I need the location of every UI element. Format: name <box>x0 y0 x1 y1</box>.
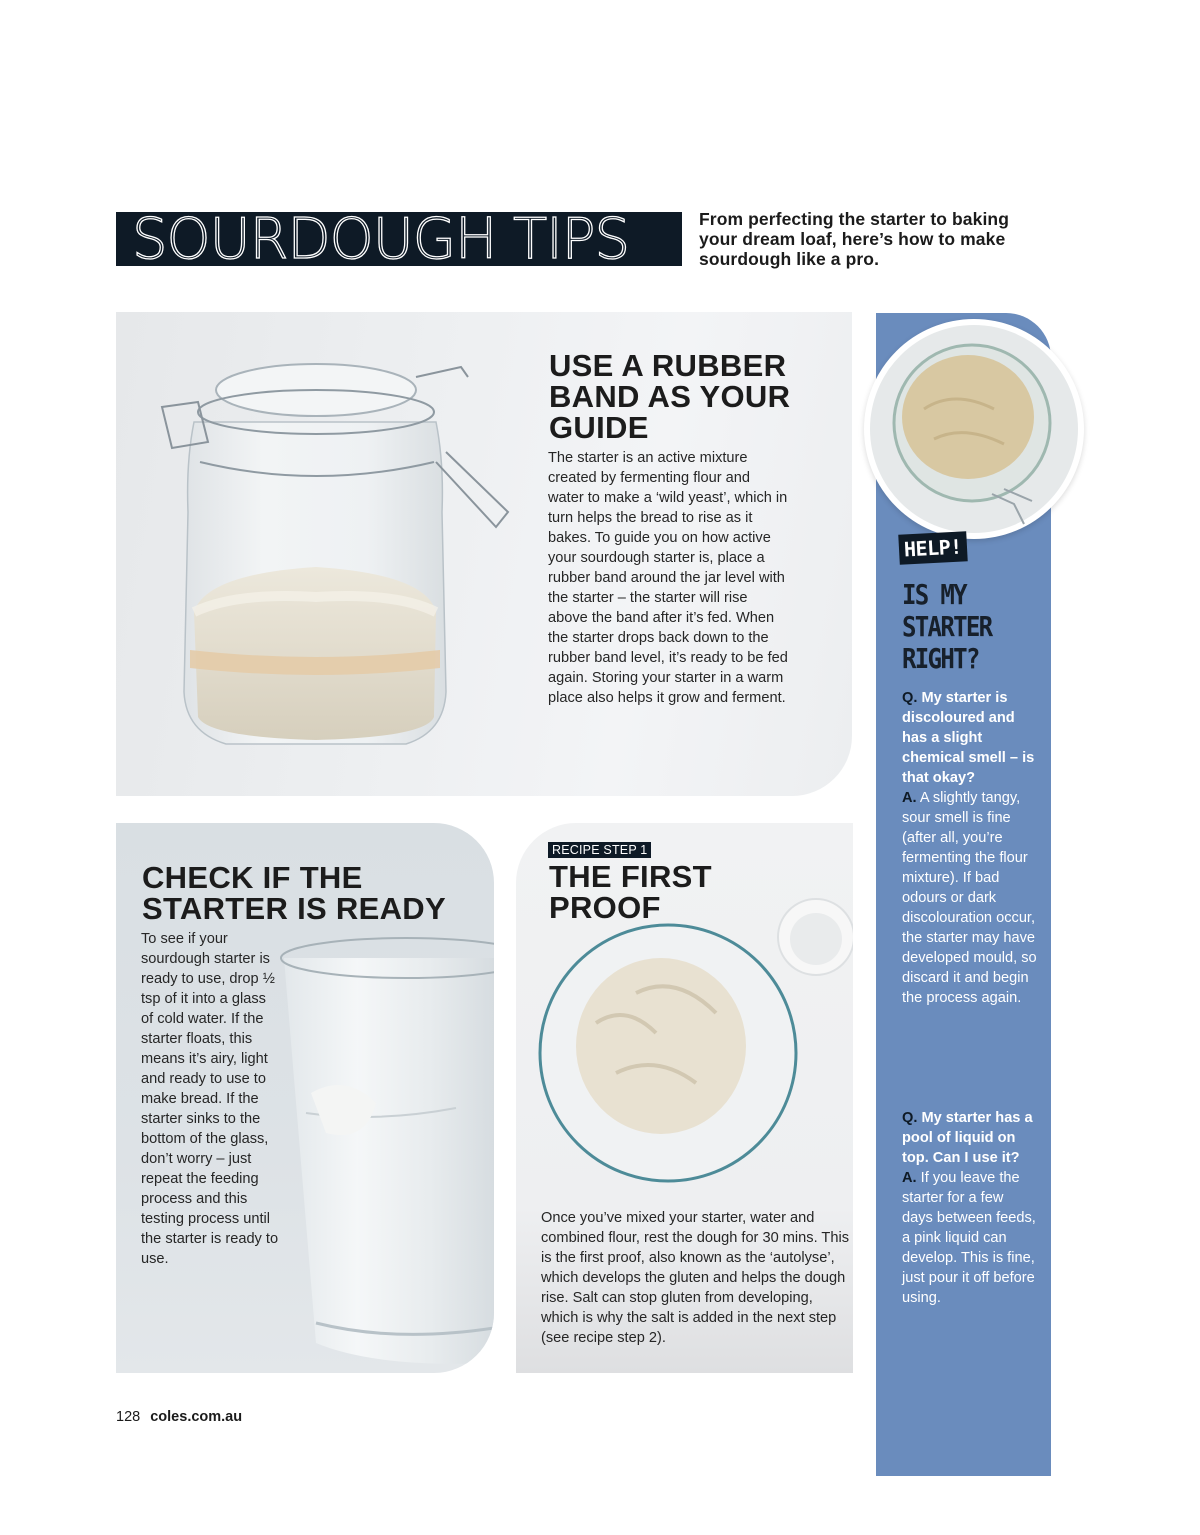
first-proof-panel <box>516 823 853 1373</box>
question-text: My starter is discoloured and has a slight chemical smell – is that okay? <box>902 690 1035 786</box>
jar-photo <box>116 312 556 796</box>
page-title: SOURDOUGH TIPS <box>132 212 630 266</box>
help-badge: HELP! <box>898 531 967 565</box>
first-proof-heading: THE FIRST PROOF <box>549 859 712 925</box>
first-proof-body: Once you’ve mixed your starter, water and combined flour, rest the dough for 30 mins. This is the first proof, also known as the ‘autolyse’, which develops the gluten and helps the dough rise. Salt can stop gluten from developing, which is why the salt is added in the next step (see recipe step 2). <box>541 1210 849 1346</box>
page-footer <box>116 1409 242 1425</box>
page-title-bar <box>116 212 682 266</box>
check-ready-panel <box>116 823 494 1373</box>
question-text: My starter has a pool of liquid on top. Can I use it? <box>902 1110 1033 1166</box>
rubber-band-heading: USE A RUBBER BAND AS YOUR GUIDE <box>549 348 791 445</box>
question-label: Q. <box>902 1110 918 1126</box>
page-number: 128 <box>116 1409 141 1425</box>
recipe-step-badge: RECIPE STEP 1 <box>548 842 651 858</box>
starter-jar-circle-photo <box>864 319 1084 539</box>
intro-text: From perfecting the starter to baking your dream loaf, here’s how to make sourdough like a pro. <box>699 209 1009 269</box>
qa-item <box>902 688 1037 1008</box>
answer-text: A slightly tangy, sour smell is fine (after all, you’re fermenting the flour mixture). If bad odours or dark discolouration occur, the starter may have developed mould, so discard it and begin the process again. <box>902 790 1037 1006</box>
question-label: Q. <box>902 690 918 706</box>
rubber-band-body: The starter is an active mixture created by fermenting flour and water to make a ‘wild yeast’, which in turn helps the bread to rise as it bakes. To guide you on how active your sourdough starter is, place a rubber band around the jar level with the starter – the starter will rise above the band after it’s fed. When the starter drops back down to the rubber band level, it’s ready to be fed again. Storing your starter in a warm place also helps it grow and ferment. <box>548 450 788 706</box>
check-ready-heading: CHECK IF THE STARTER IS READY <box>142 860 446 926</box>
qa-item <box>902 1108 1037 1308</box>
help-title: IS MY STARTER RIGHT? <box>902 578 992 675</box>
starter-top-view-icon <box>864 319 1084 539</box>
site-link[interactable]: coles.com.au <box>150 1409 243 1425</box>
rubber-band-panel <box>116 312 852 796</box>
answer-label: A. <box>902 790 917 806</box>
check-ready-body: To see if your sourdough starter is ready to use, drop ½ tsp of it into a glass of cold water. If the starter floats, this means it’s airy, light and ready to use to make bread. If the starter sinks to the bottom of the glass, don’t worry – just repeat the feeding process and this testing process until the starter is ready to use. <box>141 931 279 1267</box>
answer-text: If you leave the starter for a few days between feeds, a pink liquid can develop. This is fine, just pour it off before using. <box>902 1170 1036 1306</box>
answer-label: A. <box>902 1170 917 1186</box>
